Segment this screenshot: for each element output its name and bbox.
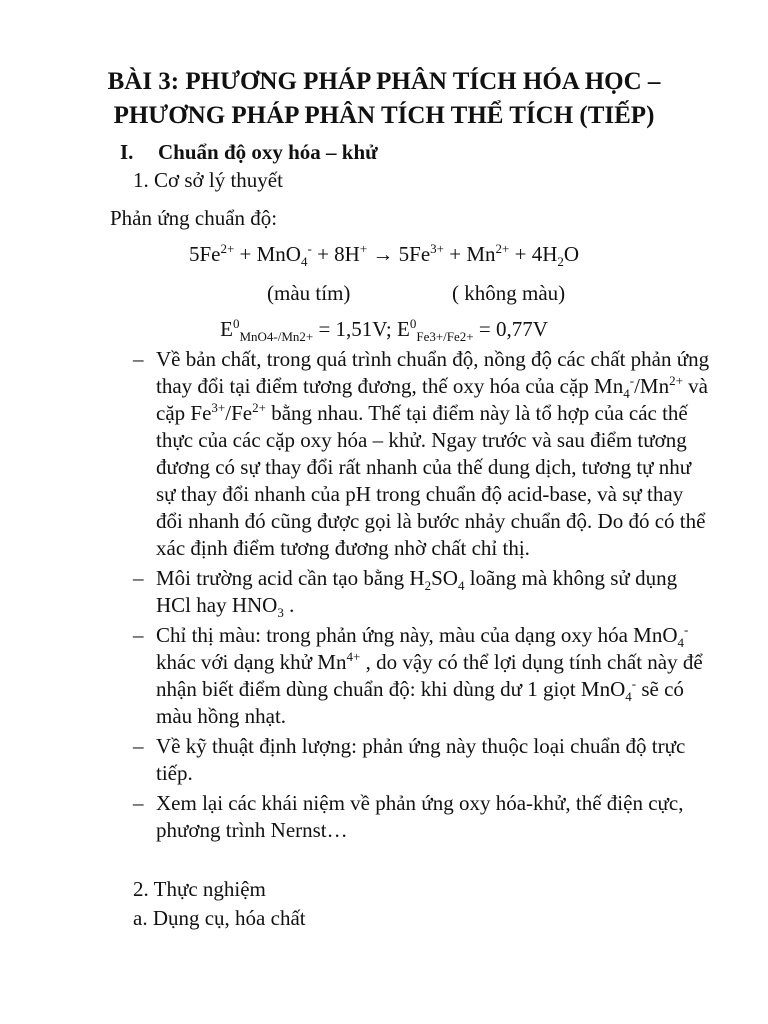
section-title: Chuẩn độ oxy hóa – khử — [158, 140, 378, 164]
title-line-2: PHƯƠNG PHÁP PHÂN TÍCH THỂ TÍCH (TIẾP) — [113, 102, 655, 129]
reaction-intro: Phản ứng chuẩn độ: — [110, 206, 278, 230]
dash-icon: – — [133, 734, 144, 758]
title-line-1: BÀI 3: PHƯƠNG PHÁP PHÂN TÍCH HÓA HỌC – — [107, 68, 661, 95]
dash-icon: – — [133, 566, 144, 590]
bullet-technique: – Về kỹ thuật định lượng: phản ứng này thuộc loại chuẩn độ trực tiếp. — [133, 734, 686, 785]
bullet-review: – Xem lại các khái niệm về phản ứng oxy hóa-khử, thế điện cực, phương trình Nernst… — [133, 791, 684, 842]
dash-icon: – — [133, 623, 144, 647]
bullet-nature: – Về bản chất, trong quá trình chuẩn độ, nồng độ các chất phản ứng thay đổi tại điểm tương đương, thế oxy hóa của cặp $Mn_4^-/Mn^{2+}$ và cặp $Fe^{3+}/Fe^{2+}$ bằng nhau. Thế tại điểm này là tổ hợp của các thế thực của các cặp oxy hóa – khử. Ngay trước và sau điểm tương đương có sự thay đổi rất nhanh của thế dung dịch, tương tự như sự thay đổi nhanh của pH trong chuẩn độ acid-base, và sự thay đổi nhanh đó cũng được gọi là bước nhảy chuẩn độ. Do đó có thể xác định điểm tương đương nhờ chất chỉ thị. — [133, 347, 710, 560]
standard-potentials: $E^0_{MnO4-/Mn2+} = 1,51V$; $E^0_{Fe3+/Fe2+} = 0,77V$ — [220, 316, 548, 345]
section-heading — [120, 138, 378, 166]
subsection-equipment: a. Dụng cụ, hóa chất — [133, 906, 306, 930]
color-label-purple: (màu tím) — [267, 281, 351, 305]
bullet-indicator: – Chỉ thị màu: trong phản ứng này, màu của dạng oxy hóa MnO$_4$- khác với dạng khử $Mn^{4+}$ , do vậy có thể lợi dụng tính chất này để nhận biết điểm dùng chuẩn độ: khi dùng dư 1 giọt MnO$_4$- sẽ có màu hồng nhạt. — [133, 622, 703, 728]
section-number: I. — [120, 140, 134, 164]
color-label-colorless: ( không màu) — [452, 281, 566, 305]
reaction-arrow: → — [367, 242, 399, 266]
subsection-experiment: 2. Thực nghiệm — [133, 877, 266, 901]
dash-icon: – — [133, 791, 144, 815]
dash-icon: – — [133, 347, 144, 371]
reaction-equation: $5Fe^{2+} + MnO_4^- + 8H^+ \to 5Fe^{3+} + Mn^{2+} + 4H_2O$ — [188, 241, 580, 270]
bullet-list — [133, 346, 713, 847]
bullet-acid-medium: – Môi trường acid cần tạo bằng $H_2SO_4$ loãng mà không sử dụng HCl hay $HNO_3$ . — [133, 566, 678, 621]
subsection-theory: 1. Cơ sở lý thuyết — [133, 168, 283, 192]
